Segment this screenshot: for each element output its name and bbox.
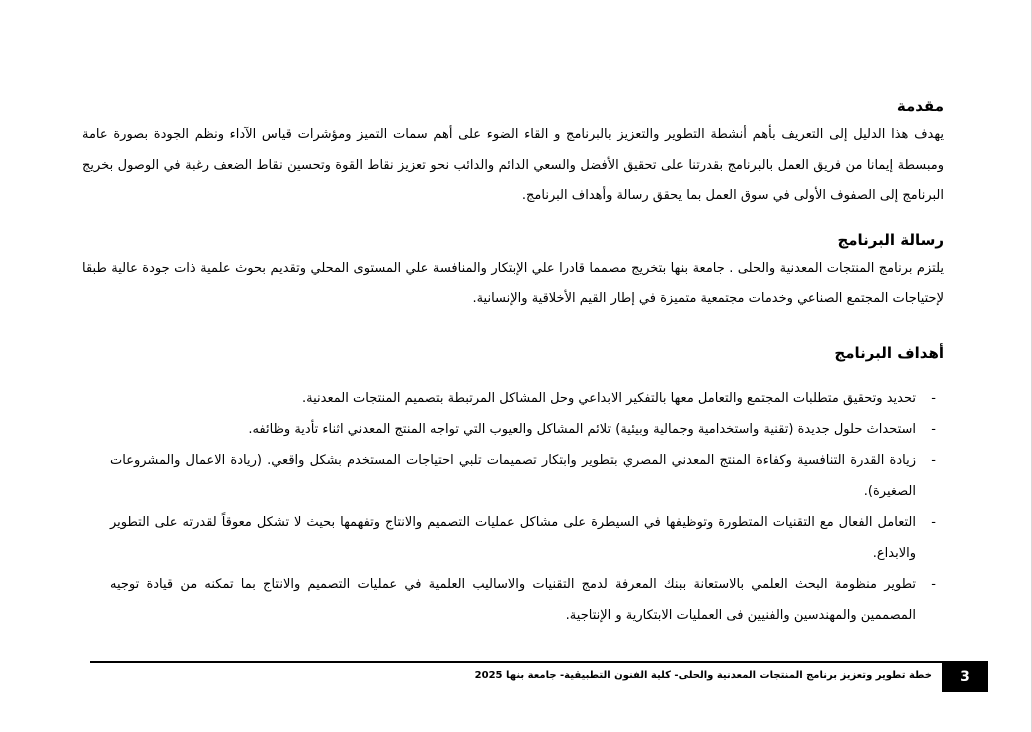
goal-item <box>82 445 944 507</box>
bullet-dash: - <box>931 514 936 530</box>
goal-text: زيادة القدرة التنافسية وكفاءة المنتج المعدني المصري بتطوير وابتكار تصميمات تلبي احتياجات المستخدم بشكل واقعي. (ريادة الاعمال والمشروعات الصغيرة). <box>110 452 916 499</box>
bullet-dash: - <box>931 421 936 437</box>
page-number-box <box>942 661 988 692</box>
goal-text: تطوير منظومة البحث العلمي بالاستعانة ببنك المعرفة لدمج التقنيات والاساليب العلمية في عمليات التصميم والانتاج بما تمكنه من قيادة توجيه المصممين والمهندسين والفنيين فى العمليات الابتكارية و الإنتاجية. <box>110 576 916 623</box>
bullet-dash: - <box>931 452 936 468</box>
footer-title: خطة تطوير وتعزيز برنامج المنتجات المعدنية والحلى- كلية الفنون التطبيقية- جامعة بنها 2025 <box>474 670 932 681</box>
bullet-dash: - <box>931 576 936 592</box>
goal-item <box>82 414 944 445</box>
goal-text: تحديد وتحقيق متطلبات المجتمع والتعامل معها بالتفكير الابداعي وحل المشاكل المرتبطة بتصميم المنتجات المعدنية. <box>302 390 916 406</box>
document-body <box>82 92 944 631</box>
goal-text: التعامل الفعال مع التقنيات المتطورة وتوظيفها في السيطرة على مشاكل عمليات التصميم والانتاج وتفهمها بحيث لا تشكل معوقاً لقدرته على التطوير والابداع. <box>110 514 916 561</box>
goal-text: استحداث حلول جديدة (تقنية واستخدامية وجمالية وبيئية) تلائم المشاكل والعيوب التي تواجه المنتج المعدني اثناء تأدية وظائفه. <box>248 421 916 437</box>
mission-heading: رسالة البرنامج <box>837 230 944 249</box>
mission-paragraph: يلتزم برنامج المنتجات المعدنية والحلى . جامعة بنها بتخريج مصمما قادرا علي الإبتكار والمنافسة علي المستوى المحلي وتقديم بحوث علمية ذات جودة عالية طبقا لإحتياجات المجتمع الصناعي وخدمات مجتمعية متميزة في إطار القيم الأخلاقية والإنسانية. <box>82 260 944 306</box>
goal-item <box>82 507 944 569</box>
page-number: 3 <box>960 668 970 685</box>
intro-paragraph: يهدف هذا الدليل إلى التعريف بأهم أنشطة التطوير والتعزيز بالبرنامج و القاء الضوء على أهم سمات التميز ومؤشرات قياس الآداء ونظم الجودة بصورة عامة ومبسطة إيمانا من فريق العمل بالبرنامج بقدرتنا على تحقيق الأفضل والسعي الدائم والدائب نحو تعزيز نقاط القوة وتحسين نقاط الضعف رغبة في الوصول بخريج البرنامج إلى الصفوف الأولى في سوق العمل بما يحقق رسالة وأهداف البرنامج. <box>82 127 944 203</box>
goals-heading: أهداف البرنامج <box>834 343 944 362</box>
bullet-dash: - <box>931 390 936 406</box>
intro-heading: مقدمة <box>896 97 944 115</box>
footer-divider <box>90 661 988 663</box>
goal-item <box>82 383 944 414</box>
goals-list <box>82 383 944 631</box>
goal-item <box>82 569 944 631</box>
